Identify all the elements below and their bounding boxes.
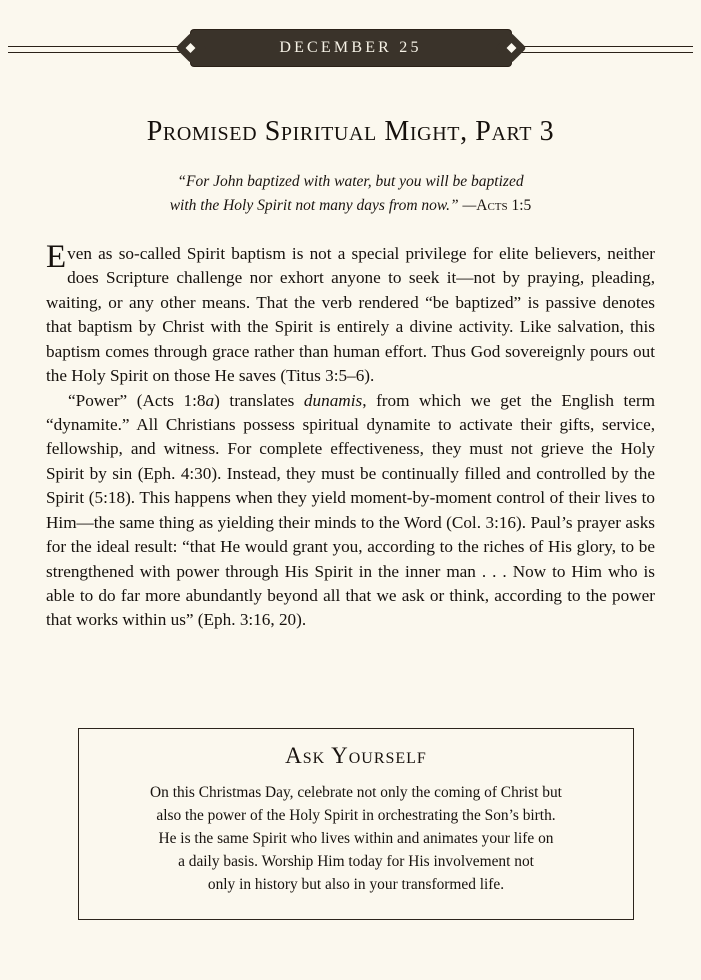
body-paragraph-1-text: ven as so-called Spirit baptism is not a special privilege for elite believers, neither does Scripture challenge nor exhort anyone to seek it—not by praying, pleading, waiting, or any other means. That the verb rendered “be baptized” is passive denotes that baptism by Christ with the Spirit is entirely a divine activity. Like salvation, this baptism comes through grace rather than human effort. Thus God sovereignly pours out the Holy Spirit on those He saves (Titus 3:5–6). [46,244,655,386]
date-plate [191,30,511,66]
ask-yourself-box [78,728,634,920]
ask-yourself-line: only in history but also in your transformed life. [207,876,505,894]
ask-yourself-line: He is the same Spirit who lives within and animates your life on [158,830,554,848]
ask-yourself-line: On this Christmas Day, celebrate not only the coming of Christ but [150,784,562,801]
ask-yourself-title: Ask Yourself [285,743,427,768]
ask-yourself-text [101,781,611,897]
page-header-banner [0,26,701,82]
body-paragraph-1 [46,239,655,389]
header-date: DECEMBER 25 [279,39,422,56]
body-paragraph-2-part-b: ) translates [214,390,304,410]
body-paragraph-2-italic-b: dunamis [303,390,363,410]
scripture-verse [136,170,566,218]
page-title: Promised Spiritual Might, Part 3 [146,116,555,147]
verse-line-1: “For John baptized with water, but you will be baptized [177,173,524,190]
diamond-left-icon [185,43,195,53]
body-paragraph-2 [46,389,655,633]
ask-yourself-line: a daily basis. Worship Him today for His involvement not [178,853,534,871]
diamond-right-icon [506,43,516,53]
body-paragraph-2-part-a: “Power” (Acts 1:8 [68,390,206,410]
body-paragraph-2-part-c: , from which we get the English term “dynamite.” All Christians possess spiritual dynamite to activate their gifts, service, fellowship, and witness. For complete effectiveness, they must not grieve the Holy Spirit by sin (Eph. 4:30). Instead, they must be continually filled and controlled by the Spirit (5:18). This happens when they yield moment-by-moment control of their lives to Him—the same thing as yielding their minds to the Word (Col. 3:16). Paul’s prayer asks for the ideal result: “that He would grant you, according to the riches of His glory, to be strengthened with power through His Spirit in the inner man . . . Now to Him who is able to do far more abundantly beyond all that we ask or think, according to the power that works within us” (Eph. 3:16, 20). [46,390,655,630]
verse-reference: Acts 1:5 [476,197,532,215]
verse-line-2: with the Holy Spirit not many days from now.” — [169,197,477,215]
ask-yourself-line: also the power of the Holy Spirit in orchestrating the Son’s birth. [156,807,556,825]
devotional-body [46,239,655,633]
body-paragraph-2-italic-a: a [205,390,215,410]
drop-cap: E [46,239,67,276]
